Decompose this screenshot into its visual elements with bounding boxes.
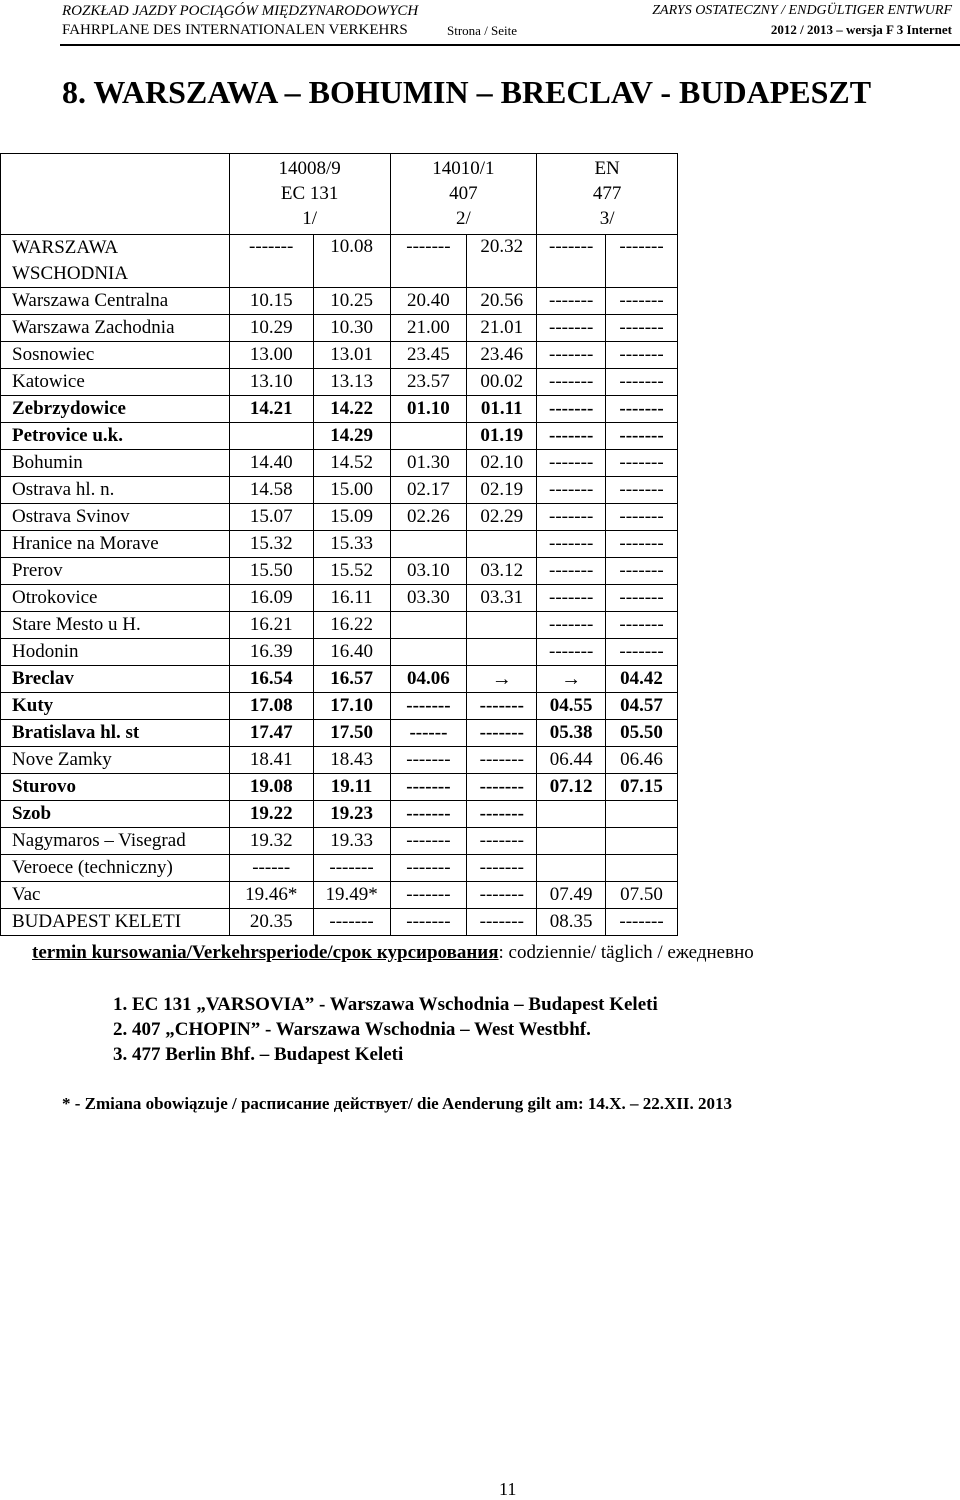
train-header-1 xyxy=(229,154,390,235)
station-name: Bratislava hl. st xyxy=(1,720,230,747)
time-cell: 15.33 xyxy=(313,531,390,558)
table-row xyxy=(1,801,678,828)
time-cell: ------- xyxy=(606,909,678,936)
time-cell: ------- xyxy=(606,558,678,585)
time-cell: 20.32 xyxy=(467,235,537,288)
time-cell: ------- xyxy=(606,639,678,666)
time-cell: 13.13 xyxy=(313,369,390,396)
train-header-line: 14008/9 xyxy=(278,158,341,179)
time-cell: ------- xyxy=(313,909,390,936)
time-cell: 20.40 xyxy=(390,288,467,315)
time-cell: ------- xyxy=(606,612,678,639)
time-cell xyxy=(390,639,467,666)
time-cell: 01.11 xyxy=(467,396,537,423)
station-name: Szob xyxy=(1,801,230,828)
time-cell: 07.15 xyxy=(606,774,678,801)
table-row xyxy=(1,450,678,477)
time-cell: ------- xyxy=(467,828,537,855)
table-row xyxy=(1,235,678,288)
time-cell xyxy=(606,855,678,882)
time-cell xyxy=(467,612,537,639)
time-cell: ------- xyxy=(390,693,467,720)
time-cell: ------- xyxy=(467,774,537,801)
time-cell: ------- xyxy=(606,423,678,450)
time-cell: ------- xyxy=(390,828,467,855)
table-row xyxy=(1,288,678,315)
time-cell xyxy=(537,855,606,882)
time-cell: 16.21 xyxy=(229,612,313,639)
time-cell: 02.10 xyxy=(467,450,537,477)
station-name: Hodonin xyxy=(1,639,230,666)
header-divider xyxy=(60,44,960,46)
table-row xyxy=(1,531,678,558)
table-row xyxy=(1,504,678,531)
time-cell: 15.07 xyxy=(229,504,313,531)
header-title-polish: ROZKŁAD JAZDY POCIĄGÓW MIĘDZYNARODOWYCH xyxy=(62,3,419,19)
time-cell: 18.41 xyxy=(229,747,313,774)
table-row xyxy=(1,828,678,855)
time-cell: 17.50 xyxy=(313,720,390,747)
header-title-german: FAHRPLANE DES INTERNATIONALEN VERKEHRS xyxy=(62,22,408,38)
train-header-line: EC 131 xyxy=(280,183,339,204)
station-name: Sturovo xyxy=(1,774,230,801)
time-cell: 14.22 xyxy=(313,396,390,423)
time-cell: 03.12 xyxy=(467,558,537,585)
time-cell: ------- xyxy=(537,423,606,450)
train-header-line: 14010/1 xyxy=(432,158,495,179)
time-cell: ------- xyxy=(390,235,467,288)
time-cell: 00.02 xyxy=(467,369,537,396)
time-cell: ------- xyxy=(606,450,678,477)
time-cell: ------- xyxy=(537,558,606,585)
time-cell: ------- xyxy=(606,235,678,288)
change-footnote: * - Zmiana obowiązuje / расписание действует/ die Aenderung gilt am: 14.X. – 22.XII. 2013 xyxy=(62,1094,732,1113)
table-row xyxy=(1,639,678,666)
time-cell xyxy=(606,801,678,828)
time-cell: ------- xyxy=(606,585,678,612)
timetable xyxy=(0,153,678,936)
time-cell: ------- xyxy=(537,531,606,558)
time-cell: 04.57 xyxy=(606,693,678,720)
time-cell: ------- xyxy=(537,639,606,666)
time-cell: 07.49 xyxy=(537,882,606,909)
station-name: BUDAPEST KELETI xyxy=(1,909,230,936)
time-cell: ------- xyxy=(313,855,390,882)
time-cell: 20.35 xyxy=(229,909,313,936)
time-cell: ------- xyxy=(606,531,678,558)
time-cell: ------- xyxy=(467,801,537,828)
time-cell: ------- xyxy=(537,612,606,639)
station-name: Bohumin xyxy=(1,450,230,477)
time-cell: 02.19 xyxy=(467,477,537,504)
station-name: Otrokovice xyxy=(1,585,230,612)
time-cell: ------- xyxy=(537,504,606,531)
time-cell: 10.08 xyxy=(313,235,390,288)
time-cell: 08.35 xyxy=(537,909,606,936)
time-cell: ------- xyxy=(537,288,606,315)
station-name: Sosnowiec xyxy=(1,342,230,369)
time-cell: 01.19 xyxy=(467,423,537,450)
table-row xyxy=(1,477,678,504)
time-cell: ------- xyxy=(229,235,313,288)
time-cell: 07.12 xyxy=(537,774,606,801)
time-cell: 19.33 xyxy=(313,828,390,855)
station-name: Nove Zamky xyxy=(1,747,230,774)
time-cell: ------- xyxy=(390,855,467,882)
time-cell: 14.21 xyxy=(229,396,313,423)
station-name: Prerov xyxy=(1,558,230,585)
time-cell: ------- xyxy=(390,909,467,936)
timetable-header-row xyxy=(1,154,678,235)
time-cell: ------- xyxy=(537,342,606,369)
time-cell: ------- xyxy=(537,477,606,504)
time-cell: ------ xyxy=(229,855,313,882)
station-name: Nagymaros – Visegrad xyxy=(1,828,230,855)
station-name: Veroece (techniczny) xyxy=(1,855,230,882)
table-row xyxy=(1,396,678,423)
time-cell: ------- xyxy=(467,720,537,747)
operating-period-value: : codziennie/ täglich / ежедневно xyxy=(498,942,754,963)
time-cell: 03.10 xyxy=(390,558,467,585)
time-cell xyxy=(537,801,606,828)
time-cell: 06.46 xyxy=(606,747,678,774)
station-column-header xyxy=(1,154,230,235)
time-cell: 13.01 xyxy=(313,342,390,369)
table-row xyxy=(1,855,678,882)
time-cell: 04.06 xyxy=(390,666,467,693)
time-cell: ------- xyxy=(467,747,537,774)
time-cell: 17.10 xyxy=(313,693,390,720)
time-cell: 17.47 xyxy=(229,720,313,747)
time-cell xyxy=(537,828,606,855)
time-cell: 16.57 xyxy=(313,666,390,693)
station-name: Breclav xyxy=(1,666,230,693)
time-cell: ------- xyxy=(537,369,606,396)
time-cell: 21.00 xyxy=(390,315,467,342)
time-cell: ------- xyxy=(606,477,678,504)
time-cell: ------- xyxy=(467,882,537,909)
time-cell: 19.32 xyxy=(229,828,313,855)
station-name: Ostrava hl. n. xyxy=(1,477,230,504)
table-row xyxy=(1,909,678,936)
train-note: 1. EC 131 „VARSOVIA” - Warszawa Wschodnia – Budapest Keleti xyxy=(132,992,658,1017)
station-name: Petrovice u.k. xyxy=(1,423,230,450)
station-name: Warszawa Zachodnia xyxy=(1,315,230,342)
station-name: Ostrava Svinov xyxy=(1,504,230,531)
time-cell: 10.30 xyxy=(313,315,390,342)
station-name: Stare Mesto u H. xyxy=(1,612,230,639)
operating-period-label: termin kursowania/Verkehrsperiode/срок курсирования xyxy=(32,942,499,963)
time-cell: 13.00 xyxy=(229,342,313,369)
table-row xyxy=(1,423,678,450)
station-name: WARSZAWA WSCHODNIA xyxy=(1,235,230,288)
timetable-body xyxy=(1,235,678,936)
page-number: 11 xyxy=(499,1479,517,1499)
time-cell: ------- xyxy=(467,693,537,720)
time-cell: 19.23 xyxy=(313,801,390,828)
time-cell: 23.46 xyxy=(467,342,537,369)
station-name: Kuty xyxy=(1,693,230,720)
time-cell: 21.01 xyxy=(467,315,537,342)
table-row xyxy=(1,369,678,396)
station-name: Warszawa Centralna xyxy=(1,288,230,315)
time-cell xyxy=(606,828,678,855)
time-cell: 05.38 xyxy=(537,720,606,747)
time-cell: 01.30 xyxy=(390,450,467,477)
header-draft-label: ZARYS OSTATECZNY / ENDGÜLTIGER ENTWURF xyxy=(652,3,952,18)
time-cell: 05.50 xyxy=(606,720,678,747)
time-cell: 10.29 xyxy=(229,315,313,342)
train-header-line: 477 xyxy=(592,183,622,204)
time-cell xyxy=(467,639,537,666)
time-cell: 16.40 xyxy=(313,639,390,666)
time-cell: 02.26 xyxy=(390,504,467,531)
time-cell: 15.52 xyxy=(313,558,390,585)
time-cell: ------- xyxy=(606,288,678,315)
table-row xyxy=(1,558,678,585)
time-cell: 13.10 xyxy=(229,369,313,396)
time-cell: 23.45 xyxy=(390,342,467,369)
time-cell: ------- xyxy=(606,315,678,342)
station-name: Vac xyxy=(1,882,230,909)
train-header-line: 3/ xyxy=(599,208,615,229)
time-cell: 06.44 xyxy=(537,747,606,774)
train-header-line: EN xyxy=(594,158,620,179)
time-cell: ------- xyxy=(537,396,606,423)
time-cell: 23.57 xyxy=(390,369,467,396)
time-cell: ------- xyxy=(537,315,606,342)
time-cell: ------- xyxy=(537,585,606,612)
time-cell: ------- xyxy=(537,235,606,288)
time-cell: ------- xyxy=(606,369,678,396)
table-row xyxy=(1,747,678,774)
time-cell: ------- xyxy=(390,774,467,801)
time-cell: 15.50 xyxy=(229,558,313,585)
table-row xyxy=(1,693,678,720)
time-cell: ------- xyxy=(467,909,537,936)
through-arrow-icon: → xyxy=(537,666,606,693)
time-cell: 02.29 xyxy=(467,504,537,531)
table-row xyxy=(1,882,678,909)
time-cell: 19.11 xyxy=(313,774,390,801)
train-header-line: 1/ xyxy=(302,208,318,229)
time-cell xyxy=(390,423,467,450)
time-cell: 19.46* xyxy=(229,882,313,909)
operating-period xyxy=(32,942,754,964)
time-cell: ------- xyxy=(606,504,678,531)
table-row xyxy=(1,666,678,693)
time-cell: 18.43 xyxy=(313,747,390,774)
time-cell xyxy=(390,531,467,558)
time-cell: 20.56 xyxy=(467,288,537,315)
time-cell: 01.10 xyxy=(390,396,467,423)
time-cell: 14.29 xyxy=(313,423,390,450)
through-arrow-icon: → xyxy=(467,666,537,693)
time-cell: 04.42 xyxy=(606,666,678,693)
time-cell: 15.09 xyxy=(313,504,390,531)
page-header xyxy=(0,0,960,46)
train-header-3 xyxy=(537,154,678,235)
time-cell: 04.55 xyxy=(537,693,606,720)
table-row xyxy=(1,315,678,342)
time-cell: 10.25 xyxy=(313,288,390,315)
time-cell: 14.58 xyxy=(229,477,313,504)
time-cell: 16.22 xyxy=(313,612,390,639)
station-name: Hranice na Morave xyxy=(1,531,230,558)
time-cell: 16.54 xyxy=(229,666,313,693)
time-cell xyxy=(229,423,313,450)
time-cell: ------- xyxy=(606,396,678,423)
time-cell: 03.30 xyxy=(390,585,467,612)
time-cell: 15.32 xyxy=(229,531,313,558)
time-cell: ------- xyxy=(390,747,467,774)
train-note: 3. 477 Berlin Bhf. – Budapest Keleti xyxy=(132,1042,658,1067)
time-cell: 16.09 xyxy=(229,585,313,612)
table-row xyxy=(1,774,678,801)
time-cell xyxy=(390,612,467,639)
train-note: 2. 407 „CHOPIN” - Warszawa Wschodnia – West Westbhf. xyxy=(132,1017,658,1042)
table-row xyxy=(1,720,678,747)
train-header-line: 2/ xyxy=(455,208,471,229)
time-cell: 16.11 xyxy=(313,585,390,612)
time-cell: 19.08 xyxy=(229,774,313,801)
time-cell: 07.50 xyxy=(606,882,678,909)
table-row xyxy=(1,342,678,369)
table-row xyxy=(1,612,678,639)
time-cell: 15.00 xyxy=(313,477,390,504)
time-cell: 17.08 xyxy=(229,693,313,720)
table-row xyxy=(1,585,678,612)
time-cell: 14.52 xyxy=(313,450,390,477)
time-cell: 19.22 xyxy=(229,801,313,828)
time-cell: 19.49* xyxy=(313,882,390,909)
time-cell: ------- xyxy=(537,450,606,477)
time-cell: ------- xyxy=(467,855,537,882)
header-page-label: Strona / Seite xyxy=(447,23,518,38)
time-cell: ------ xyxy=(390,720,467,747)
time-cell: ------- xyxy=(390,801,467,828)
time-cell: 03.31 xyxy=(467,585,537,612)
train-notes xyxy=(92,992,658,1067)
station-name: Zebrzydowice xyxy=(1,396,230,423)
time-cell: 16.39 xyxy=(229,639,313,666)
station-name: Katowice xyxy=(1,369,230,396)
time-cell: 02.17 xyxy=(390,477,467,504)
train-header-2 xyxy=(390,154,537,235)
page-title: 8. WARSZAWA – BOHUMIN – BRECLAV - BUDAPESZT xyxy=(62,74,872,110)
train-header-line: 407 xyxy=(449,183,478,204)
time-cell: 14.40 xyxy=(229,450,313,477)
time-cell: ------- xyxy=(606,342,678,369)
time-cell: ------- xyxy=(390,882,467,909)
header-version: 2012 / 2013 – wersja F 3 Internet xyxy=(770,22,952,37)
time-cell: 10.15 xyxy=(229,288,313,315)
time-cell xyxy=(467,531,537,558)
